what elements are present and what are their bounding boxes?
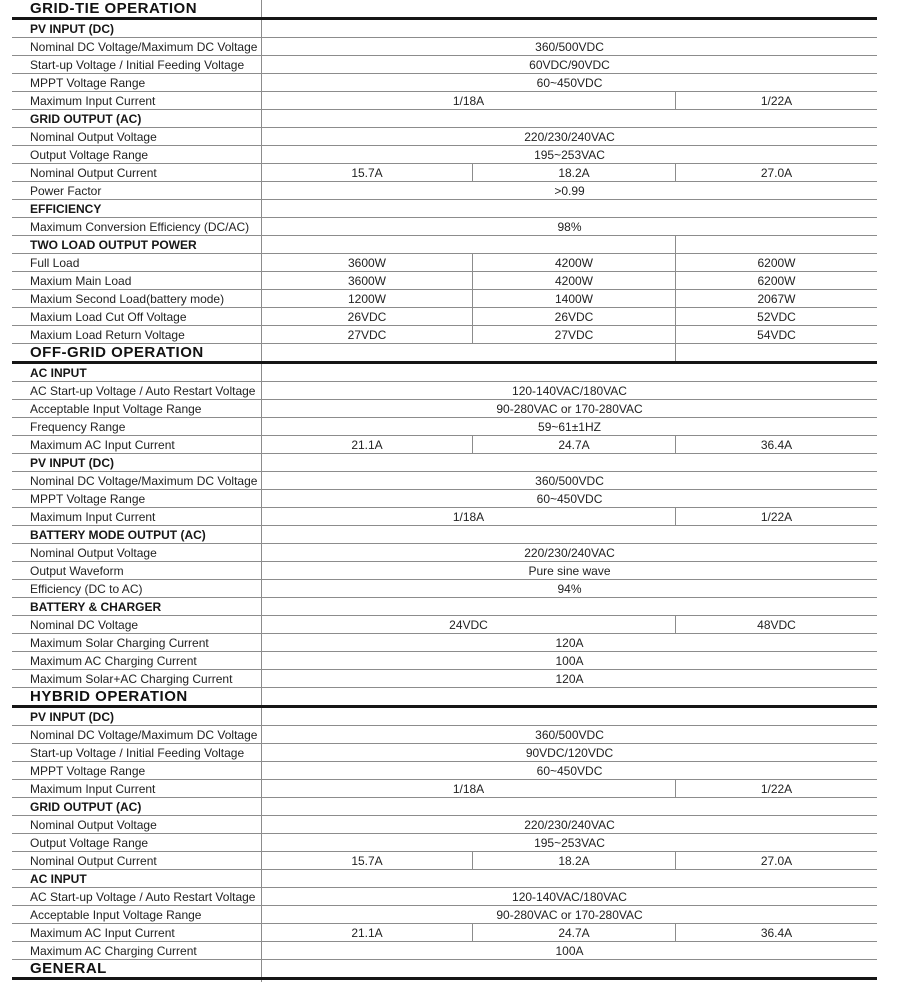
spec-value: 15.7A (351, 853, 383, 868)
row-label: Efficiency (DC to AC) (30, 581, 143, 596)
row-label-cell (12, 254, 262, 271)
spec-row (12, 598, 877, 616)
spec-value: >0.99 (554, 183, 585, 198)
row-label: AC INPUT (30, 365, 87, 380)
spec-value: 360/500VDC (535, 39, 604, 54)
row-label: PV INPUT (DC) (30, 709, 114, 724)
value-area (262, 598, 877, 615)
value-area (262, 182, 877, 199)
row-label: Maxium Load Cut Off Voltage (30, 309, 187, 324)
spec-value: 24VDC (449, 617, 488, 632)
spec-row (12, 382, 877, 400)
value-area (262, 326, 877, 343)
spec-value: 6200W (675, 272, 877, 289)
row-label-cell (12, 436, 262, 453)
spec-value: 1/22A (675, 508, 877, 525)
value-area (262, 816, 877, 833)
row-label-cell (12, 652, 262, 669)
row-label-cell (12, 38, 262, 55)
spec-value: 26VDC (347, 309, 387, 324)
value-area (262, 508, 877, 525)
row-label-cell (12, 744, 262, 761)
spec-value: 27VDC (472, 326, 675, 343)
row-label-cell (12, 74, 262, 91)
row-label-cell (12, 708, 262, 725)
section-title-cell (12, 688, 262, 705)
row-label: Maximum Input Current (30, 781, 156, 796)
spec-value: 4200W (472, 254, 675, 271)
spec-row (12, 92, 877, 110)
section-title-cell (12, 0, 262, 17)
value-area (262, 852, 877, 869)
spec-row (12, 634, 877, 652)
row-label: PV INPUT (DC) (30, 455, 114, 470)
row-label: Maximum Solar Charging Current (30, 635, 209, 650)
value-area (262, 364, 877, 381)
spec-value: 36.4A (675, 436, 877, 453)
row-label-cell (12, 726, 262, 743)
value-area (262, 652, 877, 669)
row-label: BATTERY MODE OUTPUT (AC) (30, 527, 206, 542)
spec-value: 1/18A (452, 509, 485, 524)
row-label: MPPT Voltage Range (30, 75, 146, 90)
row-label: GRID OUTPUT (AC) (30, 799, 142, 814)
spec-value: 18.2A (472, 852, 675, 869)
row-label: Acceptable Input Voltage Range (30, 401, 202, 416)
row-label-cell (12, 236, 262, 253)
row-label-cell (12, 20, 262, 37)
value-area (262, 960, 877, 977)
value-area (262, 472, 877, 489)
row-label: Power Factor (30, 183, 102, 198)
spec-row (12, 744, 877, 762)
value-area (262, 38, 877, 55)
spec-value: 3600W (347, 255, 387, 270)
section-title: HYBRID OPERATION (30, 688, 188, 705)
value-area (262, 218, 877, 235)
value-area (262, 418, 877, 435)
section-title-cell (12, 344, 262, 361)
spec-value: 2067W (675, 290, 877, 307)
row-label-cell (12, 110, 262, 127)
spec-value: 27VDC (347, 327, 387, 342)
spec-row (12, 454, 877, 472)
row-label: Maximum Conversion Efficiency (DC/AC) (30, 219, 250, 234)
spec-row (12, 218, 877, 236)
row-label-cell (12, 634, 262, 651)
row-label-cell (12, 834, 262, 851)
value-area (262, 344, 877, 361)
spec-row (12, 726, 877, 744)
row-label: Output Voltage Range (30, 147, 149, 162)
row-label: Maxium Load Return Voltage (30, 327, 185, 342)
spec-value: 220/230/240VAC (524, 817, 615, 832)
value-area (262, 20, 877, 37)
spec-value: 54VDC (675, 326, 877, 343)
row-label-cell (12, 472, 262, 489)
spec-value: 195~253VAC (534, 835, 605, 850)
spec-row (12, 924, 877, 942)
value-area (262, 544, 877, 561)
spec-row (12, 56, 877, 74)
row-label-cell (12, 508, 262, 525)
value-area (262, 634, 877, 651)
row-label: Output Voltage Range (30, 835, 149, 850)
value-area (262, 708, 877, 725)
value-area (262, 0, 877, 17)
row-label: Nominal DC Voltage (30, 617, 139, 632)
row-label: MPPT Voltage Range (30, 491, 146, 506)
spec-row (12, 562, 877, 580)
value-area (262, 382, 877, 399)
spec-row (12, 436, 877, 454)
value-area (262, 834, 877, 851)
spec-row (12, 164, 877, 182)
row-label: Nominal Output Current (30, 165, 157, 180)
spec-value: 1/18A (452, 781, 485, 796)
row-label-cell (12, 616, 262, 633)
spec-value: 27.0A (675, 164, 877, 181)
row-label-cell (12, 924, 262, 941)
value-area (262, 290, 877, 307)
spec-row (12, 834, 877, 852)
row-label: EFFICIENCY (30, 201, 102, 216)
row-label: Nominal DC Voltage/Maximum DC Voltage (30, 727, 258, 742)
row-label: Maximum AC Input Current (30, 925, 175, 940)
spec-value: 120A (555, 671, 584, 686)
spec-row (12, 74, 877, 92)
section-title-row (12, 688, 877, 708)
spec-row (12, 816, 877, 834)
spec-value: 3600W (347, 273, 387, 288)
row-label-cell (12, 382, 262, 399)
row-label-cell (12, 942, 262, 959)
spec-row (12, 236, 877, 254)
row-label: Full Load (30, 255, 80, 270)
spec-row (12, 544, 877, 562)
value-area (262, 798, 877, 815)
spec-value: Pure sine wave (528, 563, 611, 578)
section-title-cell (12, 960, 262, 977)
row-label-cell (12, 364, 262, 381)
spec-row (12, 670, 877, 688)
row-label-cell (12, 762, 262, 779)
row-label: Start-up Voltage / Initial Feeding Voltage (30, 745, 245, 760)
row-label: Maximum Solar+AC Charging Current (30, 671, 233, 686)
row-label-cell (12, 308, 262, 325)
value-area (262, 272, 877, 289)
spec-row (12, 110, 877, 128)
spec-value: 120-140VAC/180VAC (512, 889, 627, 904)
value-area (262, 92, 877, 109)
spec-value: 36.4A (675, 924, 877, 941)
row-label-cell (12, 798, 262, 815)
spec-value: 1/18A (452, 93, 485, 108)
spec-value: 48VDC (675, 616, 877, 633)
row-label: Nominal Output Voltage (30, 545, 157, 560)
row-label: Maximum AC Charging Current (30, 653, 197, 668)
spec-row (12, 326, 877, 344)
value-area (262, 726, 877, 743)
spec-value: 4200W (472, 272, 675, 289)
spec-value: 21.1A (351, 437, 383, 452)
value-area (262, 616, 877, 633)
row-label-cell (12, 92, 262, 109)
value-area (262, 888, 877, 905)
row-label: AC INPUT (30, 871, 87, 886)
value-area (262, 254, 877, 271)
row-label-cell (12, 146, 262, 163)
row-label-cell (12, 870, 262, 887)
value-area (262, 74, 877, 91)
value-area (262, 436, 877, 453)
value-area (262, 688, 877, 705)
row-label-cell (12, 580, 262, 597)
row-label: AC Start-up Voltage / Auto Restart Voltage (30, 889, 256, 904)
value-area (262, 490, 877, 507)
value-area (262, 128, 877, 145)
spec-value: 21.1A (351, 925, 383, 940)
value-area (262, 146, 877, 163)
value-area (262, 164, 877, 181)
spec-value: 98% (557, 219, 582, 234)
spec-value: 24.7A (472, 436, 675, 453)
value-area (262, 110, 877, 127)
row-label-cell (12, 200, 262, 217)
row-label-cell (12, 852, 262, 869)
spec-value: 100A (555, 653, 584, 668)
section-title-row (12, 960, 877, 980)
row-label: Nominal Output Voltage (30, 129, 157, 144)
row-label-cell (12, 906, 262, 923)
spec-value: 90VDC/120VDC (525, 745, 614, 760)
spec-row (12, 308, 877, 326)
row-label: Maximum AC Charging Current (30, 943, 197, 958)
row-label: Maximum AC Input Current (30, 437, 175, 452)
row-label: Maximum Input Current (30, 509, 156, 524)
row-label: Start-up Voltage / Initial Feeding Voltage (30, 57, 245, 72)
row-label-cell (12, 454, 262, 471)
spec-row (12, 652, 877, 670)
spec-value: 1/22A (675, 780, 877, 797)
row-label: Maxium Second Load(battery mode) (30, 291, 225, 306)
row-label: Acceptable Input Voltage Range (30, 907, 202, 922)
value-area (262, 580, 877, 597)
row-label-cell (12, 400, 262, 417)
spec-value: 220/230/240VAC (524, 545, 615, 560)
row-label: Maximum Input Current (30, 93, 156, 108)
value-area (262, 670, 877, 687)
spec-row (12, 254, 877, 272)
row-label-cell (12, 816, 262, 833)
spec-value: 1/22A (675, 92, 877, 109)
value-area (262, 200, 877, 217)
row-label-cell (12, 544, 262, 561)
value-area (262, 762, 877, 779)
spec-row (12, 490, 877, 508)
spec-value: 120-140VAC/180VAC (512, 383, 627, 398)
value-area (262, 400, 877, 417)
row-label: GRID OUTPUT (AC) (30, 111, 142, 126)
row-label-cell (12, 326, 262, 343)
spec-row (12, 888, 877, 906)
spec-value (675, 344, 877, 361)
row-label-cell (12, 182, 262, 199)
spec-value (262, 236, 675, 253)
spec-row (12, 128, 877, 146)
spec-value: 26VDC (472, 308, 675, 325)
spec-value: 100A (555, 943, 584, 958)
value-area (262, 308, 877, 325)
value-area (262, 870, 877, 887)
section-title-row (12, 0, 877, 20)
spec-value: 1200W (347, 291, 387, 306)
spec-value: 52VDC (675, 308, 877, 325)
value-area (262, 454, 877, 471)
row-label: Frequency Range (30, 419, 126, 434)
spec-value (675, 236, 877, 253)
spec-value: 360/500VDC (535, 727, 604, 742)
row-label: Nominal Output Voltage (30, 817, 157, 832)
section-title-row (12, 344, 877, 364)
spec-value: 1400W (472, 290, 675, 307)
row-label: Maxium Main Load (30, 273, 132, 288)
spec-value: 24.7A (472, 924, 675, 941)
row-label-cell (12, 418, 262, 435)
spec-row (12, 146, 877, 164)
row-label: BATTERY & CHARGER (30, 599, 162, 614)
section-title: OFF-GRID OPERATION (30, 344, 204, 361)
spec-row (12, 616, 877, 634)
row-label-cell (12, 562, 262, 579)
spec-row (12, 852, 877, 870)
spec-row (12, 906, 877, 924)
spec-row (12, 526, 877, 544)
row-label: Output Waveform (30, 563, 124, 578)
row-label-cell (12, 56, 262, 73)
row-label: TWO LOAD OUTPUT POWER (30, 237, 197, 252)
value-area (262, 526, 877, 543)
spec-row (12, 290, 877, 308)
spec-row (12, 272, 877, 290)
row-label: Nominal DC Voltage/Maximum DC Voltage (30, 39, 258, 54)
row-label-cell (12, 780, 262, 797)
value-area (262, 56, 877, 73)
spec-value: 120A (555, 635, 584, 650)
spec-value: 360/500VDC (535, 473, 604, 488)
spec-value: 15.7A (351, 165, 383, 180)
spec-row (12, 400, 877, 418)
spec-row (12, 762, 877, 780)
row-label-cell (12, 128, 262, 145)
row-label-cell (12, 888, 262, 905)
spec-value: 60~450VDC (536, 75, 603, 90)
row-label: AC Start-up Voltage / Auto Restart Voltage (30, 383, 256, 398)
row-label-cell (12, 164, 262, 181)
row-label: Nominal DC Voltage/Maximum DC Voltage (30, 473, 258, 488)
spec-row (12, 780, 877, 798)
spec-value: 195~253VAC (534, 147, 605, 162)
spec-value: 27.0A (675, 852, 877, 869)
spec-value: 60~450VDC (536, 491, 603, 506)
spec-row (12, 38, 877, 56)
row-label: Nominal Output Current (30, 853, 157, 868)
spec-row (12, 798, 877, 816)
row-label-cell (12, 290, 262, 307)
spec-value: 59~61±1HZ (538, 419, 601, 434)
spec-value: 18.2A (472, 164, 675, 181)
spec-value: 94% (557, 581, 582, 596)
section-title: GRID-TIE OPERATION (30, 0, 198, 17)
spec-row (12, 942, 877, 960)
row-label-cell (12, 598, 262, 615)
spec-row (12, 200, 877, 218)
spec-value: 90-280VAC or 170-280VAC (496, 401, 643, 416)
spec-value: 90-280VAC or 170-280VAC (496, 907, 643, 922)
row-label: PV INPUT (DC) (30, 21, 114, 36)
value-area (262, 924, 877, 941)
value-area (262, 942, 877, 959)
value-area (262, 744, 877, 761)
spec-row (12, 418, 877, 436)
value-area (262, 562, 877, 579)
row-label: MPPT Voltage Range (30, 763, 146, 778)
value-area (262, 906, 877, 923)
spec-row (12, 870, 877, 888)
section-title: GENERAL (30, 960, 107, 977)
spec-row (12, 580, 877, 598)
row-label-cell (12, 490, 262, 507)
spec-value (262, 344, 675, 361)
row-label-cell (12, 272, 262, 289)
spec-value: 6200W (675, 254, 877, 271)
spec-row (12, 20, 877, 38)
spec-row (12, 472, 877, 490)
row-label-cell (12, 526, 262, 543)
value-area (262, 236, 877, 253)
value-area (262, 780, 877, 797)
row-label-cell (12, 670, 262, 687)
spec-row (12, 508, 877, 526)
row-label-cell (12, 218, 262, 235)
spec-value: 60VDC/90VDC (529, 57, 610, 72)
spec-row (12, 182, 877, 200)
spec-value: 60~450VDC (536, 763, 603, 778)
spec-row (12, 708, 877, 726)
spec-value: 220/230/240VAC (524, 129, 615, 144)
spec-row (12, 364, 877, 382)
